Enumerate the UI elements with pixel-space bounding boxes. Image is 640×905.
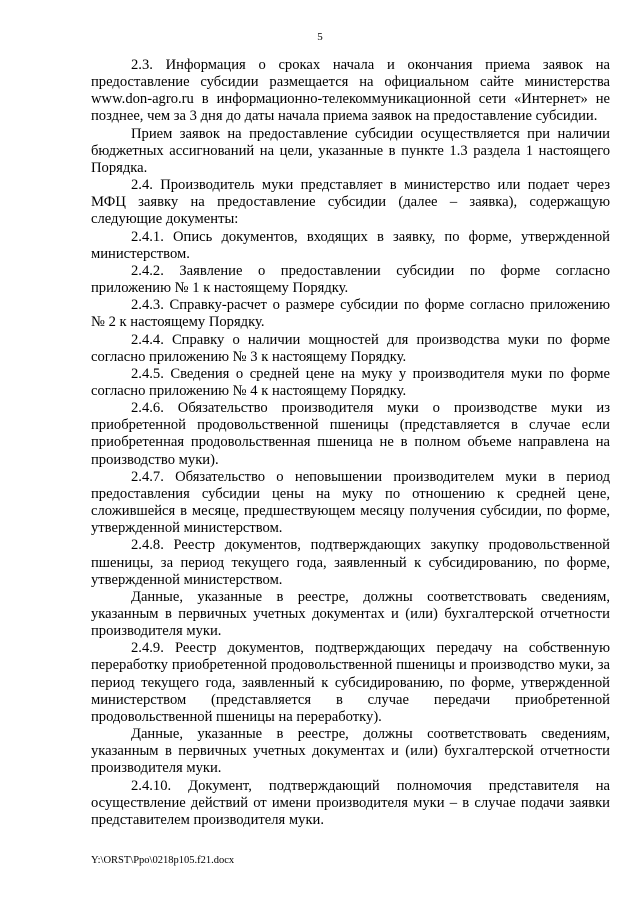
paragraph-2-4-2: 2.4.2. Заявление о предоставлении субсидии по форме согласно приложению № 1 к настоящему Порядку. [91,262,610,297]
paragraph-2-4-1: 2.4.1. Опись документов, входящих в заявку, по форме, утвержденной министерством. [91,228,610,262]
document-body [91,57,610,829]
paragraph-2-4-4: 2.4.4. Справку о наличии мощностей для производства муки по форме согласно приложению № 3 к настоящему Порядку. [91,331,610,365]
paragraph-2-4-7: 2.4.7. Обязательство о неповышении производителем муки в период предоставления субсидии цены на муку по отношению к средней цене, сложившейся в месяце, предшествующем месяцу получения субсидии, по форме, утвержденной министерством. [91,468,610,537]
paragraph-registry-data-1: Данные, указанные в реестре, должны соответствовать сведениям, указанным в первичных учетных документах и (или) бухгалтерской отчетности производителя муки. [91,588,610,640]
paragraph-2-3: 2.3. Информация о сроках начала и окончания приема заявок на предоставление субсидии размещается на официальном сайте министерства www.don-agro.ru в информационно-телекоммуникационной сети «Интернет» не позднее, чем за 3 дня до даты начала приема заявок на предоставление субсидии. [91,57,610,125]
paragraph-2-4: 2.4. Производитель муки представляет в министерство или подает через МФЦ заявку на предоставление субсидии (далее – заявка), содержащую следующие документы: [91,177,610,228]
page-number: 5 [317,31,323,43]
paragraph-2-4-10: 2.4.10. Документ, подтверждающий полномочия представителя на осуществление действий от имени производителя муки – в случае подачи заявки представителем производителя муки. [91,777,610,828]
paragraph-2-4-5: 2.4.5. Сведения о средней цене на муку у производителя муки по форме согласно приложению № 4 к настоящему Порядку. [91,365,610,399]
paragraph-2-4-8: 2.4.8. Реестр документов, подтверждающих закупку продовольственной пшеницы, за период текущего года, заявленный к субсидированию, по форме, утвержденной министерством. [91,537,610,588]
paragraph-application-acceptance: Прием заявок на предоставление субсидии осуществляется при наличии бюджетных ассигнований на цели, указанные в пункте 1.3 раздела 1 настоящего Порядка. [91,125,610,176]
paragraph-registry-data-2: Данные, указанные в реестре, должны соответствовать сведениям, указанным в первичных учетных документах и (или) бухгалтерской отчетности производителя муки. [91,726,610,777]
paragraph-2-4-6: 2.4.6. Обязательство производителя муки о производстве муки из приобретенной продовольственной пшеницы (представляется в случае если приобретенная продовольственная пшеница не в полном объеме направлена на производство муки). [91,400,610,468]
paragraph-2-4-9: 2.4.9. Реестр документов, подтверждающих передачу на собственную переработку приобретенной продовольственной пшеницы и производство муки, за период текущего года, заявленный к субсидированию, по форме, утвержденной министерством (представляется в случае передачи приобретенной продовольственной пшеницы на переработку). [91,640,610,725]
footer-file-path: Y:\ORST\Ppo\0218p105.f21.docx [91,855,235,866]
paragraph-2-4-3: 2.4.3. Справку-расчет о размере субсидии по форме согласно приложению № 2 к настоящему Порядку. [91,297,610,331]
